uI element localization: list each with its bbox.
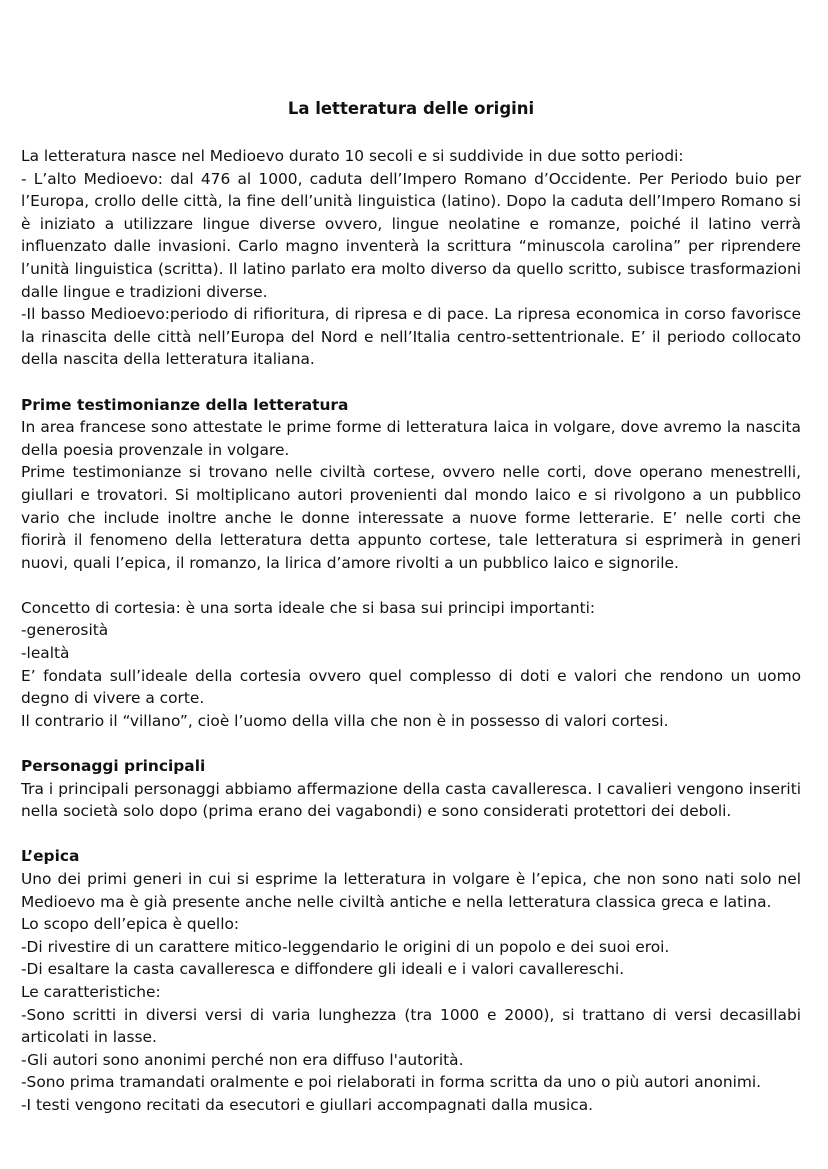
section-heading-prime-testimonianze: Prime testimonianze della letteratura (21, 395, 349, 414)
section-heading-personaggi: Personaggi principali (21, 757, 206, 776)
section1-paragraph-1: In area francese sono attestate le prime forme di letteratura laica in volgare, dove avremo la nascita della poesia provenzale in volgare. (21, 418, 801, 459)
section3-caratteristiche-item-1: -Sono scritti in diversi versi di varia lunghezza (tra 1000 e 2000), si trattano di versi decasillabi articolati in lasse. (21, 1005, 801, 1047)
document-page (21, 98, 801, 1117)
section-heading-epica: L’epica (21, 847, 80, 866)
section3-scopo-item-1: -Di rivestire di un carattere mitico-leggendario le origini di un popolo e dei suoi eroi. (21, 937, 670, 956)
intro-paragraph-1: La letteratura nasce nel Medioevo durato 10 secoli e si suddivide in due sotto periodi: (21, 147, 684, 165)
spacer (21, 574, 801, 597)
cortesia-paragraph-2: Il contrario il “villano”, cioè l’uomo della villa che non è in possesso di valori cortesi. (21, 711, 669, 730)
spacer (21, 371, 801, 394)
section2-paragraph-1: Tra i principali personaggi abbiamo affermazione della casta cavalleresca. I cavalieri vengono inseriti nella società solo dopo (prima erano dei vagabondi) e sono considerati protettori dei deboli. (21, 779, 801, 821)
section3-scopo-item-2: -Di esaltare la casta cavalleresca e diffondere gli ideali e i valori cavallereschi. (21, 960, 625, 979)
cortesia-intro: Concetto di cortesia: è una sorta ideale che si basa sui principi importanti: (21, 598, 596, 617)
intro-paragraph-basso-medioevo: -Il basso Medioevo:periodo di rifioritura, di ripresa e di pace. La ripresa economica in corso favorisce la rinascita delle città nell’Europa del Nord e nell’Italia centro-settentrionale. E’ il periodo collocato della nascita della letteratura italiana. (21, 305, 801, 369)
section3-caratteristiche-item-2: -Gli autori sono anonimi perché non era diffuso l'autorità. (21, 1050, 464, 1069)
section3-caratteristiche-intro: Le caratteristiche: (21, 982, 161, 1001)
section3-scopo-intro: Lo scopo dell’epica è quello: (21, 915, 240, 934)
cortesia-item-generosita: -generosità (21, 621, 109, 640)
spacer (21, 732, 801, 755)
cortesia-paragraph-1: E’ fondata sull’ideale della cortesia ovvero quel complesso di doti e valori che rendono un uomo degno di vivere a corte. (21, 666, 801, 708)
cortesia-item-lealta: -lealtà (21, 644, 70, 663)
section1-paragraph-2: Prime testimonianze si trovano nelle civiltà cortese, ovvero nelle corti, dove operano menestrelli, giullari e trovatori. Si moltiplicano autori provenienti dal mondo laico e si rivolgono a un pubblico vario che include inoltre anche le donne interessate a nuove forme letterarie. E’ nelle corti che fiorirà il fenomeno della letteratura detta appunto cortese, tale letteratura si esprimerà in generi nuovi, quali l’epica, il romanzo, la lirica d’amore rivolti a un pubblico laico e signorile. (21, 463, 801, 572)
intro-paragraph-alto-medioevo: - L’alto Medioevo: dal 476 al 1000, caduta dell’Impero Romano d’Occidente. Per Periodo buio per l’Europa, crollo delle città, la fine dell’unità linguistica (latino). Dopo la caduta dell’Impero Romano si è iniziato a utilizzare lingue diverse ovvero, lingue neolatine e romanze, poiché il latino verrà influenzato dalle invasioni. Carlo magno inventerà la scrittura “minuscola carolina” per riprendere l’unità linguistica (scritta). Il latino parlato era molto diverso da quello scritto, subisce trasformazioni dalle lingue e tradizioni diverse. (21, 169, 801, 301)
section3-paragraph-1: Uno dei primi generi in cui si esprime la letteratura in volgare è l’epica, che non sono nati solo nel Medioevo ma è già presente anche nelle civiltà antiche e nella letteratura classica greca e latina. (21, 870, 801, 911)
spacer (21, 823, 801, 846)
document-title: La letteratura delle origini (287, 99, 535, 118)
section3-caratteristiche-item-4: -I testi vengono recitati da esecutori e giullari accompagnati dalla musica. (21, 1095, 594, 1114)
section3-caratteristiche-item-3: -Sono prima tramandati oralmente e poi rielaborati in forma scritta da uno o più autori anonimi. (21, 1073, 762, 1092)
